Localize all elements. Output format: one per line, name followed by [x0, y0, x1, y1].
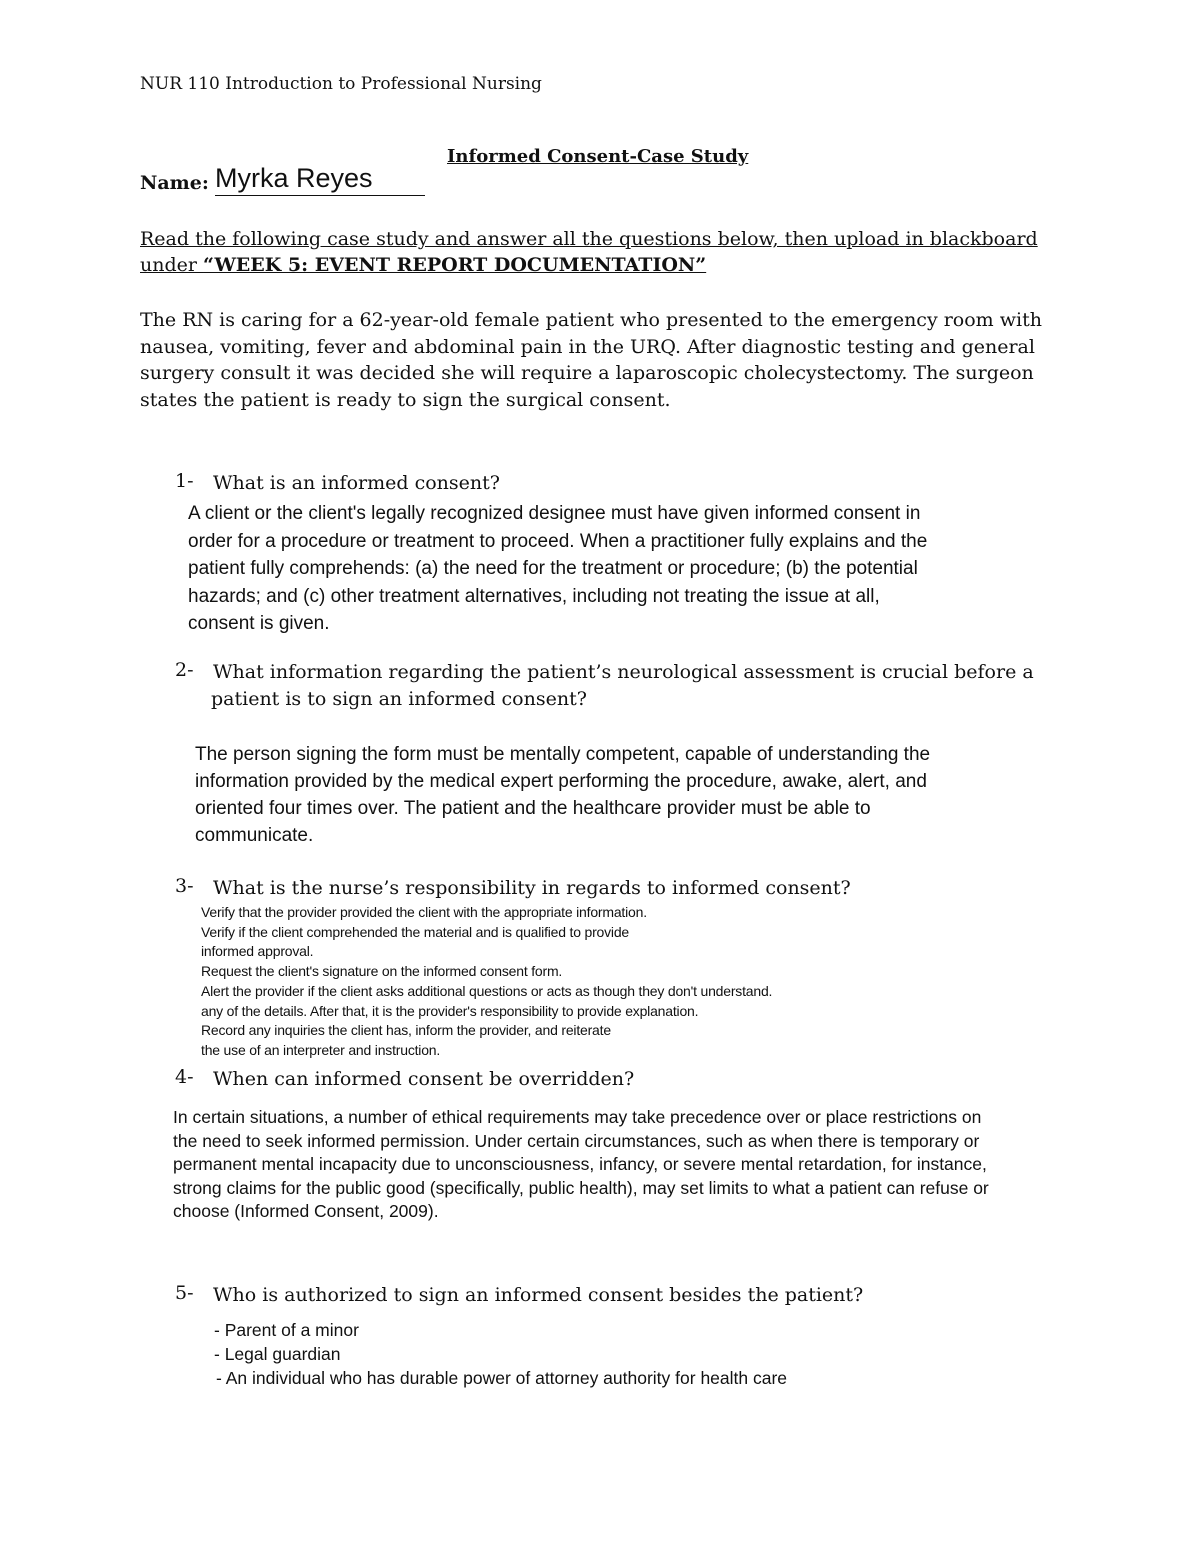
- instructions: [140, 226, 1038, 278]
- answer-line: consent is given.: [188, 613, 330, 634]
- answer-line: choose (Informed Consent, 2009).: [173, 1201, 439, 1221]
- case-study-line: The RN is caring for a 62-year-old female patient who presented to the emergency room with: [140, 309, 1042, 331]
- answer-line: any of the details. After that, it is the provider's responsibility to provide explanation.: [201, 1002, 699, 1019]
- answer-line: the need to seek informed permission. Under certain circumstances, such as when there is temporary or: [173, 1130, 980, 1151]
- answer-line: oriented four times over. The patient and the healthcare provider must be able to: [195, 798, 871, 819]
- answer-line: information provided by the medical expert performing the procedure, awake, alert, and: [195, 771, 927, 792]
- answer-2: [195, 741, 930, 849]
- case-study-line: states the patient is ready to sign the surgical consent.: [140, 388, 671, 411]
- student-name: Myrka Reyes: [215, 162, 425, 196]
- instructions-line-2-prefix: under: [140, 254, 204, 276]
- question-number: 5-: [175, 1282, 194, 1304]
- case-study-paragraph: [140, 307, 1042, 413]
- answer-line: order for a procedure or treatment to proceed. When a practitioner fully explains and the: [188, 530, 928, 552]
- answer-line: communicate.: [195, 825, 314, 846]
- list-item: - An individual who has durable power of attorney authority for health care: [216, 1368, 788, 1388]
- answer-line: A client or the client's legally recognized designee must have given informed consent in: [188, 503, 921, 524]
- question-number: 3-: [175, 875, 194, 897]
- answer-4: [173, 1106, 989, 1224]
- question-text: patient is to sign an informed consent?: [211, 688, 587, 710]
- list-item: - Legal guardian: [214, 1344, 341, 1364]
- answer-line: Record any inquiries the client has, inform the provider, and reiterate: [201, 1022, 611, 1039]
- question-number: 4-: [175, 1066, 194, 1088]
- answer-line: Verify if the client comprehended the material and is qualified to provide: [201, 923, 630, 940]
- document-title: Informed Consent-Case Study: [447, 146, 749, 167]
- answer-line: Alert the provider if the client asks additional questions or acts as though they don't understand.: [201, 982, 773, 999]
- question-text: What is the nurse’s responsibility in regards to informed consent?: [213, 877, 851, 899]
- answer-5: [214, 1318, 787, 1390]
- answer-line: Request the client's signature on the informed consent form.: [201, 963, 563, 980]
- list-item: - Parent of a minor: [214, 1320, 359, 1340]
- answer-line: strong claims for the public good (specifically, public health), may set limits to what a patient can refuse or: [173, 1177, 989, 1198]
- question-number: 2-: [175, 659, 194, 681]
- answer-1: [188, 500, 927, 638]
- case-study-line: surgery consult it was decided she will require a laparoscopic cholecystectomy. The surgeon: [140, 362, 1034, 384]
- answer-line: permanent mental incapacity due to unconsciousness, infancy, or severe mental retardation, for instance,: [173, 1154, 987, 1174]
- case-study-line: nausea, vomiting, fever and abdominal pain in the URQ. After diagnostic testing and general: [140, 335, 1035, 358]
- answer-line: the use of an interpreter and instruction.: [201, 1041, 441, 1058]
- question-text: Who is authorized to sign an informed consent besides the patient?: [213, 1284, 864, 1306]
- answer-line: In certain situations, a number of ethical requirements may take precedence over or place restrictions on: [173, 1107, 982, 1127]
- instructions-line-1: Read the following case study and answer all the questions below, then upload in blackboard: [140, 228, 1038, 250]
- question-text: When can informed consent be overridden?: [213, 1068, 635, 1090]
- question-text: What is an informed consent?: [213, 472, 500, 494]
- instructions-week-label: “WEEK 5: EVENT REPORT DOCUMENTATION”: [203, 254, 707, 276]
- question-text: What information regarding the patient’s neurological assessment is crucial before a: [213, 661, 1034, 683]
- question-number: 1-: [175, 470, 194, 492]
- answer-line: Verify that the provider provided the client with the appropriate information.: [201, 904, 647, 920]
- course-header: NUR 110 Introduction to Professional Nursing: [140, 74, 542, 94]
- answer-line: hazards; and (c) other treatment alternatives, including not treating the issue at all,: [188, 585, 880, 607]
- answer-line: informed approval.: [201, 943, 314, 960]
- answer-3: [201, 903, 772, 1061]
- name-label: Name:: [140, 172, 209, 194]
- answer-line: The person signing the form must be mentally competent, capable of understanding the: [195, 744, 931, 765]
- answer-line: patient fully comprehends: (a) the need for the treatment or procedure; (b) the potential: [188, 558, 918, 579]
